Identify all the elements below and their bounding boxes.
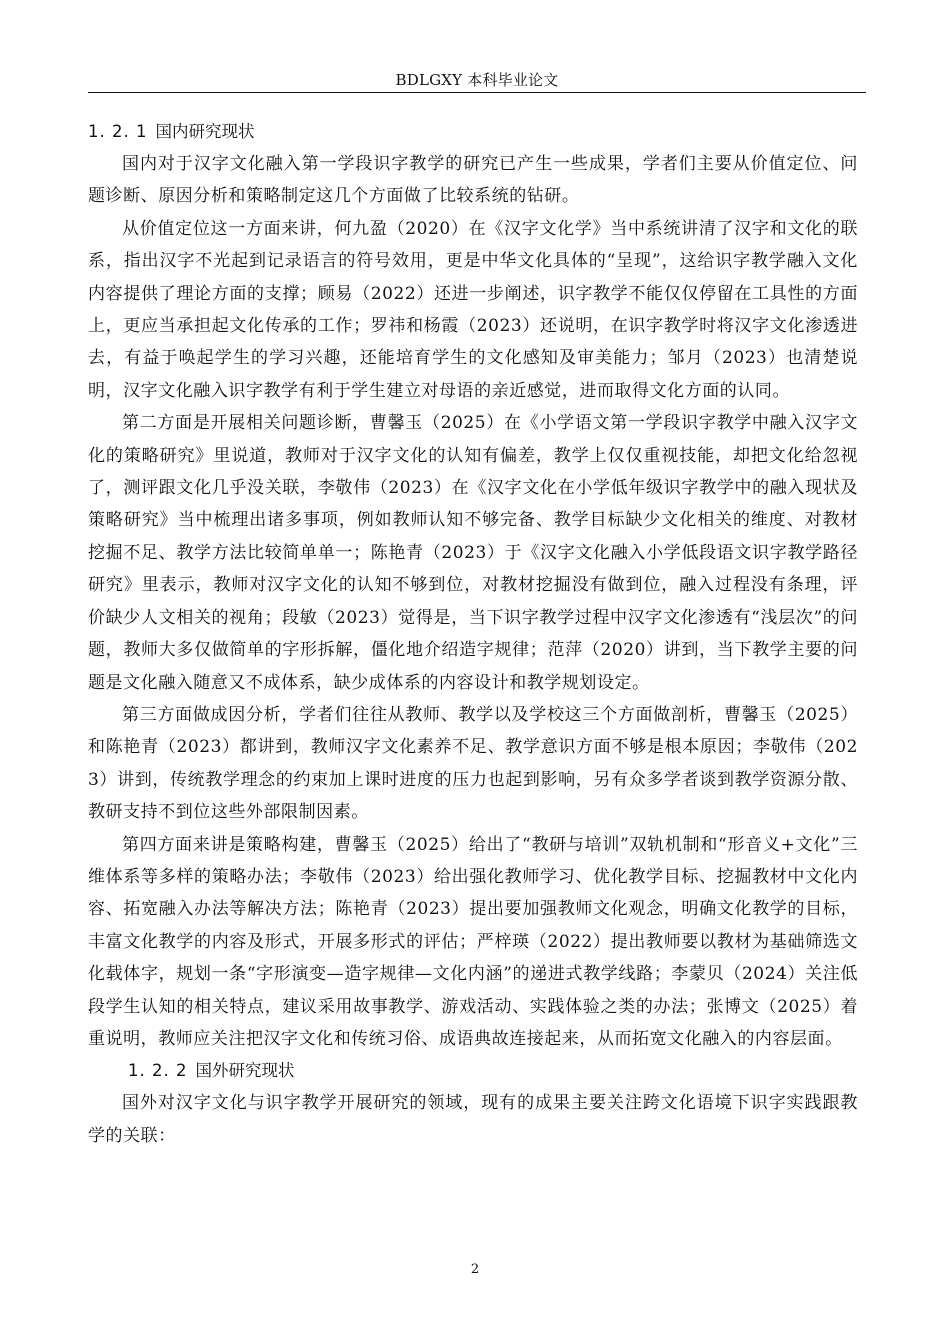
section-title: 国外研究现状 [195, 1061, 295, 1081]
paragraph: 第三方面做成因分析，学者们往往从教师、教学以及学校这三个方面做剖析，曹馨玉（2025）和陈艳青（2023）都讲到，教师汉字文化素养不足、教学意识方面不够是根本原因；李敬伟（2023）讲到，传统教学理念的约束加上课时进度的压力也起到影响，另有众多学者谈到教学资源分散、教研支持不到位这些外部限制因素。 [88, 704, 858, 823]
paragraph: 第二方面是开展相关问题诊断，曹馨玉（2025）在《小学语文第一学段识字教学中融入汉字文化的策略研究》里说道，教师对于汉字文化的认知有偏差，教学上仅仅重视技能，却把文化给忽视了，测评跟文化几乎没关联，李敬伟（2023）在《汉字文化在小学低年级识字教学中的融入现状及策略研究》当中梳理出诸多事项，例如教师认知不够完备、教学目标缺少文化相关的维度、对教材挖掘不足、教学方法比较简单单一；陈艳青（2023）于《汉字文化融入小学低段语文识字教学路径研究》里表示，教师对汉字文化的认知不够到位，对教材挖掘没有做到位，融入过程没有条理，评价缺少人文相关的视角；段敏（2023）觉得是，当下识字教学过程中汉字文化渗透有“浅层次”的问题，教师大多仅做简单的字形拆解，僵化地介绍造字规律；范萍（2020）讲到，当下教学主要的问题是文化融入随意又不成体系，缺少成体系的内容设计和教学规划设定。 [88, 413, 858, 693]
document-body [88, 116, 858, 1152]
section-heading-foreign [88, 1055, 858, 1087]
section-title: 国内研究现状 [155, 122, 255, 141]
paragraph: 第四方面来讲是策略构建，曹馨玉（2025）给出了“教研与培训”双轨机制和“形音义+文化”三维体系等多样的策略办法；李敬伟（2023）给出强化教师学习、优化教学目标、挖掘教材中文化内容、拓宽融入办法等解决方法；陈艳青（2023）提出要加强教师文化观念，明确文化教学的目标，丰富文化教学的内容及形式，开展多形式的评估；严梓瑛（2022）提出教师要以教材为基础筛选文化载体字，规划一条“字形演变—造字规律—文化内涵”的递进式教学线路；李蒙贝（2024）关注低段学生认知的相关特点，建议采用故事教学、游戏活动、实践体验之类的办法；张博文（2025）着重说明，教师应关注把汉字文化和传统习俗、成语典故连接起来，从而拓宽文化融入的内容层面。 [88, 834, 858, 1049]
paragraph: 国内对于汉字文化融入第一学段识字教学的研究已产生一些成果，学者们主要从价值定位、问题诊断、原因分析和策略制定这几个方面做了比较系统的钻研。 [88, 154, 858, 207]
running-header: BDLGXY 本科毕业论文 [395, 71, 559, 89]
header-rule [88, 92, 866, 93]
section-number: 1. 2. 1 [88, 122, 148, 141]
section-heading-domestic [88, 116, 858, 148]
page-number: 2 [470, 1262, 480, 1277]
section-number: 1. 2. 2 [128, 1061, 188, 1081]
paragraph: 国外对汉字文化与识字教学开展研究的领域，现有的成果主要关注跨文化语境下识字实践跟教学的关联： [88, 1093, 858, 1146]
paragraph: 从价值定位这一方面来讲，何九盈（2020）在《汉字文化学》当中系统讲清了汉字和文化的联系，指出汉字不光起到记录语言的符号效用，更是中华文化具体的“呈现”，这给识字教学融入文化内容提供了理论方面的支撑；顾易（2022）还进一步阐述，识字教学不能仅仅停留在工具性的方面上，更应当承担起文化传承的工作；罗祎和杨霞（2023）还说明，在识字教学时将汉字文化渗透进去，有益于唤起学生的学习兴趣，还能培育学生的文化感知及审美能力；邹月（2023）也清楚说明，汉字文化融入识字教学有利于学生建立对母语的亲近感觉，进而取得文化方面的认同。 [88, 218, 858, 401]
